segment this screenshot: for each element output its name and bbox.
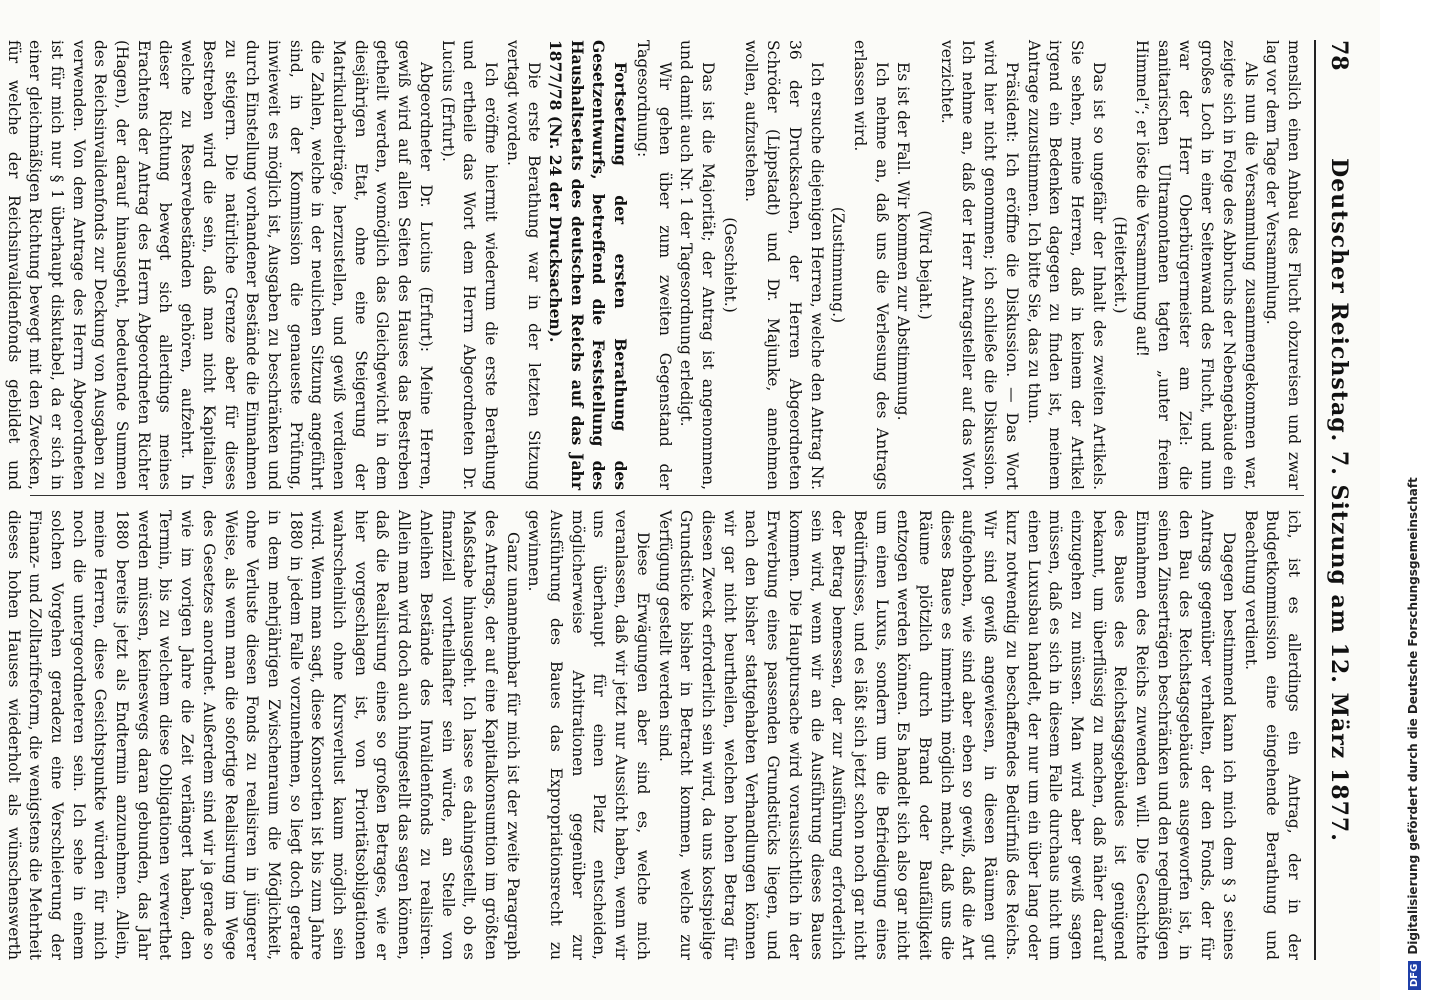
paragraph: menslich einen Anbau des Flucht obzureisen und zwar lag vor dem Tage der Versammlung.	[1263, 40, 1303, 490]
paragraph: (Geschieht.)	[720, 217, 739, 313]
page-title: Deutscher Reichstag. 7. Sitzung am 12. März 1877.	[1326, 158, 1352, 842]
paragraph: Ganz unannehmbar für mich ist der zweite Paragraph des Antrags, der auf eine Kapitalkonsumtion im größten Maßstabe hinausgeht. Ich lasse es dahingestellt, ob es finanziell vortheilhafter sein würde, an Stelle von Anleihen Bestände des Invalidenfonds zu realisiren. Allein man wird doch auch hingestellt das sagen können, daß die Realisirung eines so großen Betrages, wie er hier vorgeschlagen ist, von Prioritätsobligationen wahrscheinlich ohne Kursverlust kaum möglich sein wird. Wenn man sagt, diese Konsortien ist bis zum Jahre 1880 in jedem Falle vorzunehmen, so liegt doch gerade in dem mehrjährigen Zwischenraum die Möglichkeit, ohne Verluste diesen Fonds zu realisiren in jüngerer Weise, als wenn man die sofortige Realisirung im Wege des Gesetzes anordnet. Außerdem sind wir ja gerade so wie im vorigen Jahre die Zeit verlängert haben, den Termin, bis zu welchem diese Obligationen verwerthet werden müssen, keineswegs daran gebunden, das Jahr 1880 bereits jetzt als Endtermin anzunehmen. Allein, meine Herren, diese Gesichtspunkte würden für mich noch die untergeordneteren sein. Ich sehe in einem solchen Vorgehen geradezu eine Verschleierung der Finanz- und Zolltarifreform, die wenigstens die Mehrheit dieses hohen Hauses wiederholt als wünschenswerth	[4, 510, 522, 960]
paragraph: Die erste Berathung war in der letzten Sitzung vertagt worden.	[503, 40, 544, 490]
paragraph: (Zustimmung.)	[829, 206, 848, 324]
paragraph: Diese Erwägungen aber sind es, welche mich veranlassen, daß wir jetzt nur Aussicht haben, wenn wir uns überhaupt für einen Platz entscheiden, möglicherweise Arbitrationen gegenüber zur Ausführung des Baues das Expropriationsrecht zu gewinnen.	[525, 510, 652, 960]
column-divider	[30, 495, 1304, 496]
paragraph: Das ist so ungefähr der Inhalt des zweiten Artikels. Sie sehen, meine Herren, daß in keinem der Artikel irgend ein Bedenken dagegen zu finden ist, meinem Antrage zuzustimmen. Ich bitte Sie, das zu thun.	[1024, 40, 1108, 490]
page-header	[1322, 40, 1352, 960]
paragraph: Fortsetzung der ersten Berathung des Gesetzentwurfs, betreffend die Feststellung des Haushaltsetats des deutschen Reichs auf das Jahr 1877/78 (Nr. 24 der Drucksachen).	[546, 40, 631, 490]
footer-credit	[1406, 477, 1421, 990]
paragraph: ich, ist es allerdings ein Antrag, der in der Budgetkommission eine eingehende Berathung und Beachtung verdient.	[1241, 510, 1303, 960]
footer-text: Digitalisierung gefördert durch die Deutsche Forschungsgemeinschaft	[1406, 477, 1420, 955]
header-rule	[1314, 40, 1316, 960]
paragraph: Wir gehen über zum zweiten Gegenstand der Tagesordnung:	[633, 40, 674, 490]
paragraph: Ich ersuche diejenigen Herren, welche den Antrag Nr. 36 der Drucksachen, der Herren Abgeordneten Schröder (Lippstadt) und Dr. Majunke, annehmen wollen, aufzustehen.	[742, 40, 826, 490]
paragraph: Es ist der Fall. Wir kommen zur Abstimmung.	[894, 62, 913, 421]
paragraph: Ich nehme an, daß uns die Verlesung des Antrags erlassen wird.	[850, 40, 891, 490]
footer	[1398, 0, 1432, 1000]
paragraph: Dagegen bestimmend kann ich mich dem § 3 seines Antrags gegenüber verhalten, der den Fonds, der für den Bau des Reichstagsgebäudes ausgeworfen ist, in seinen Zinserträgen beschränken und den regelmäßigen Einnahmen des Reichs zuwenden will. Die Geschichte des Baues des Reichstagsgebäudes ist genügend bekannt, um überflüssig zu machen, daß näher darauf einzugehen zu müssen. Man wird aber gewiß sagen müssen, daß es sich in diesem Falle durchaus nicht um einen Luxusbau handelt, der nur um ein über lang oder kurz notwendig zu beschaffendes Bedürfniß des Reichs. Wir sind gewiß angewiesen, in diesen Räumen gut aufgehoben, wie sind aber eben so gewiß, daß die Art dieses Baues es immerhin möglich macht, daß uns die Räume plötzlich durch Brand oder Baufälligkeit entzogen werden können. Es handelt sich also gar nicht um einen Luxus, sondern um die Befriedigung eines Bedürfnisses, und es läßt sich jetzt schon noch gar nicht der Betrag bemessen, der zur Ausführung erforderlich sein wird, wenn wir an die Ausführung dieses Baues kommen. Die Hauptursache wird voraussichtlich in der Erwerbung eines passenden Grundstücks liegen, und nach den bisher stattgehabten Verhandlungen können wir gar nicht beurtheilen, welchen hohen Betrag für diesen Zweck erforderlich sein wird, da uns kostspielige Grundstücke bisher in Betracht kommen, welche zur Verfügung gestellt werden sind.	[655, 510, 1238, 960]
paragraph: Als nun die Versammlung zusammengekommen war, zeigte sich in Folge des Abbruchs der Nebengebäude ein großes Loch in einer Seitenwand des Flucht, und nun war der Herr Oberbürgermeister am Ziel: die sanitarischen Ultramontanen tagten „unter freiem Himmel“; er löste die Versammlung auf!	[1133, 40, 1260, 490]
paragraph: Präsident: Ich eröffne die Diskussion. — Das Wort wird hier nicht genommen; ich schließe die Diskussion. Ich nehme an, daß der Herr Antragsteller auf das Wort verzichtet.	[937, 40, 1021, 490]
page-number: 78	[1326, 40, 1352, 71]
paragraph: (Heiterkeit.)	[1111, 216, 1130, 314]
paragraph: (Wird bejaht.)	[916, 210, 935, 320]
left-column	[4, 40, 1304, 490]
paragraph: Ich eröffne hiermit wiederum die erste Berathung und ertheile das Wort dem Herrn Abgeordneten Dr. Lucius (Erfurt).	[438, 40, 500, 490]
right-column	[4, 510, 1304, 960]
paragraph: Das ist die Majorität; der Antrag ist angenommen, und damit auch Nr. 1 der Tagesordnung erledigt.	[677, 40, 718, 490]
dfg-logo-icon: DFG	[1408, 961, 1421, 990]
paragraph: Abgeordneter Dr. Lucius (Erfurt): Meine Herren, gewiß wird auf allen Seiten des Hauses das Bestreben getheilt werden, womöglich das Gleichgewicht in dem diesjährigen Etat, ohne eine Steigerung der Matrikularbeiträge, herzustellen, und gewiß verdienen die Zahlen, welche in der neulichen Sitzung angeführt sind, in der Kommission die genaueste Prüfung, inwieweit es möglich ist, Ausgaben zu beschränken und durch Einstellung vorhandener Bestände die Einnahmen zu steigern. Die natürliche Grenze aber für dieses Bestreben wird die sein, daß man nicht Kapitalien, welche zu Reservebeständen gehören, aufzehrt. In dieser Richtung bewegt sich allerdings meines Erachtens der Antrag des Herrn Abgeordneten Richter (Hagen), der darauf hinausgeht, bedeutende Summen des Reichsinvalidenfonds zur Deckung von Ausgaben zu verwenden. Von dem Antrage des Herrn Abgeordneten ist für mich nur § 1 überhaupt diskutabel, da er sich in einer gleichmäßigen Richtung bewegt mit den Zwecken, für welche der Reichsinvalidenfonds gebildet und	[4, 40, 435, 490]
